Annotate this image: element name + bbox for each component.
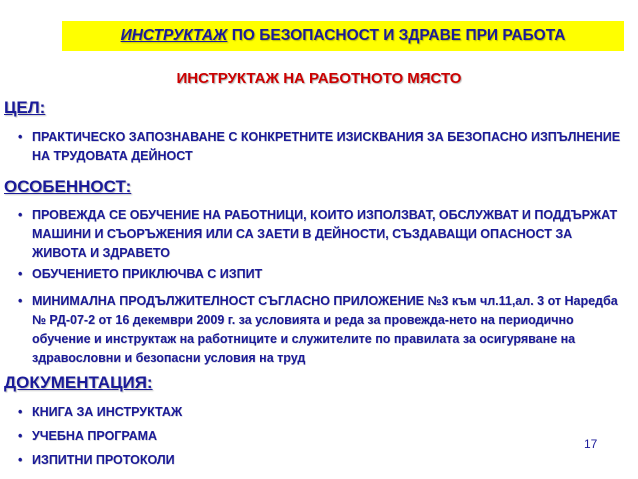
features-item-1 [18, 206, 630, 263]
bullet-dot: • [18, 267, 23, 281]
bullet-dot: • [18, 208, 23, 222]
documentation-item-1 [18, 403, 630, 422]
bullet-dot: • [18, 294, 23, 308]
features-item-3 [18, 292, 630, 368]
documentation-item-3 [18, 451, 630, 470]
banner-title [121, 27, 566, 45]
documentation-item-3-text: ИЗПИТНИ ПРОТОКОЛИ [32, 453, 175, 467]
heading-goal: ЦЕЛ: [4, 98, 46, 117]
features-item-2 [18, 265, 630, 284]
features-item-2-text: ОБУЧЕНИЕТО ПРИКЛЮЧВА С ИЗПИТ [32, 267, 263, 281]
documentation-item-2-text: УЧЕБНА ПРОГРАМА [32, 429, 158, 443]
bullet-dot: • [18, 453, 23, 467]
subtitle: ИНСТРУКТАЖ НА РАБОТНОТО МЯСТО [176, 70, 462, 87]
features-item-3-text: МИНИМАЛНА ПРОДЪЛЖИТЕЛНОСТ СЪГЛАСНО ПРИЛОЖЕНИЕ №3 към чл.11,ал. 3 от Наредба № РД-07-2 от 16 декември 2009 г. за условията и реда за провежда-нето на периодично обучение и инструктаж на работниците и служителите по правилата за осигуряване на здравословни и безопасни условия на труд [32, 294, 618, 365]
page-number: 17 [584, 437, 598, 451]
heading-features: ОСОБЕННОСТ: [4, 177, 132, 196]
bullet-dot: • [18, 405, 23, 419]
features-item-1-text: ПРОВЕЖДА СЕ ОБУЧЕНИЕ НА РАБОТНИЦИ, КОИТО ИЗПОЛЗВАТ, ОБСЛУЖВАТ И ПОДДЪРЖАТ МАШИНИ И СЪОРЪЖЕНИЯ ИЛИ СА ЗАЕТИ В ДЕЙНОСТИ, СЪЗДАВАЩИ ОПАСНОСТ ЗА ЖИВОТА И ЗДРАВЕТО [32, 208, 618, 260]
title-banner [62, 21, 624, 51]
heading-documentation: ДОКУМЕНТАЦИЯ: [4, 373, 153, 392]
banner-title-underlined: ИНСТРУКТАЖ [120, 27, 228, 44]
banner-title-rest: ПО БЕЗОПАСНОСТ И ЗДРАВЕ ПРИ РАБОТА [227, 27, 566, 44]
bullet-dot: • [18, 130, 23, 144]
bullet-dot: • [18, 429, 23, 443]
documentation-item-1-text: КНИГА ЗА ИНСТРУКТАЖ [32, 405, 183, 419]
documentation-item-2 [18, 427, 630, 446]
goal-item-text: ПРАКТИЧЕСКО ЗАПОЗНАВАНЕ С КОНКРЕТНИТЕ ИЗИСКВАНИЯ ЗА БЕЗОПАСНО ИЗПЪЛНЕНИЕ НА ТРУДОВАТА ДЕЙНОСТ [32, 130, 621, 163]
goal-item [18, 128, 630, 166]
